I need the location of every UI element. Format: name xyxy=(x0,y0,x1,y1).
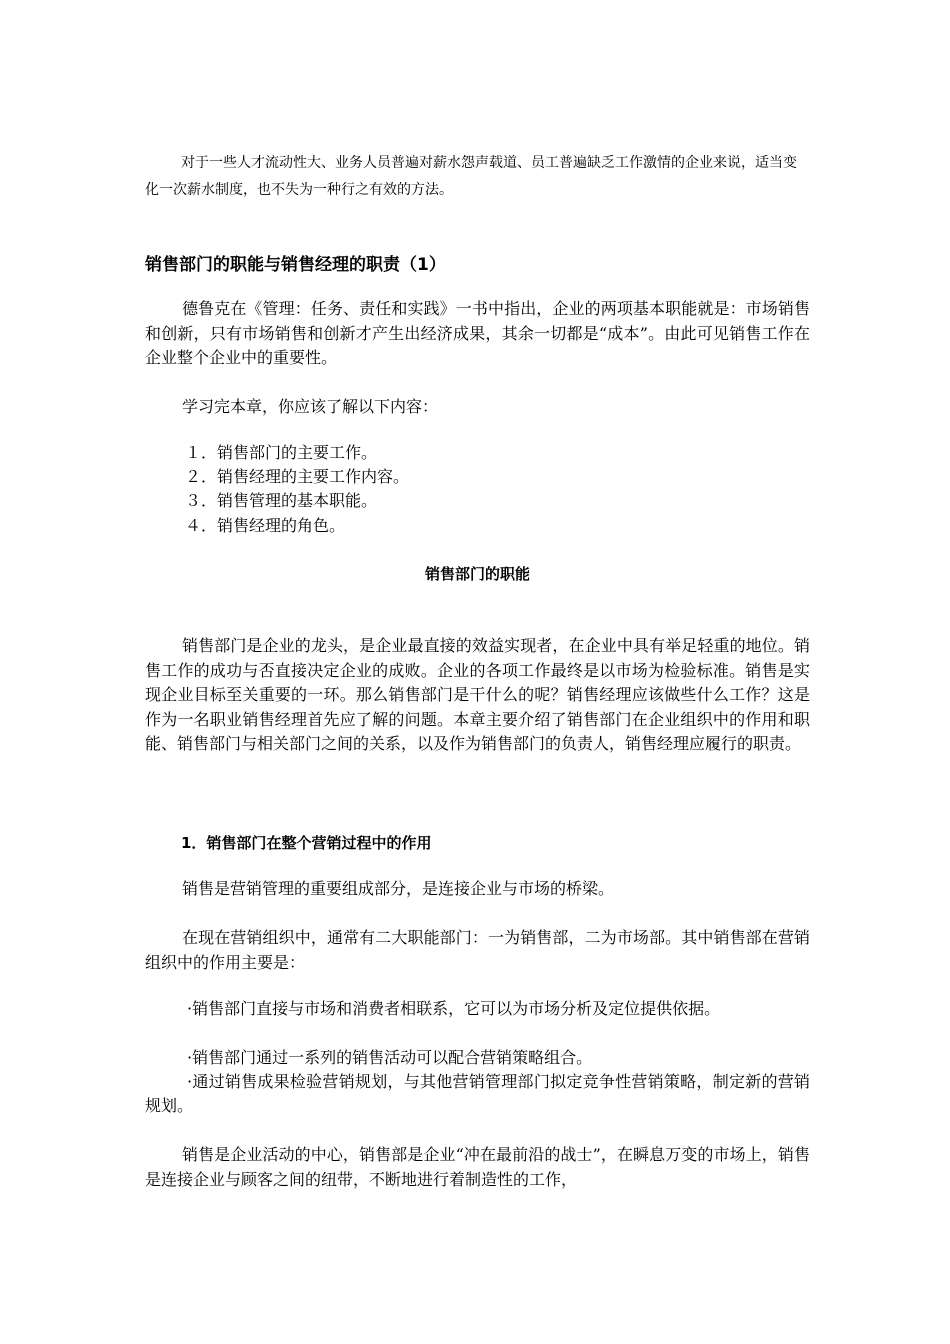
learning-item: ３．销售管理的基本职能。 xyxy=(185,491,378,510)
role-bullet: ·销售部门通过一系列的销售活动可以配合营销策略组合。 xyxy=(187,1048,593,1067)
function-paragraph: 销售部门是企业的龙头，是企业最直接的效益实现者，在企业中具有举足轻重的地位。销售工作的成功与否直接决定企业的成败。企业的各项工作最终是以市场为检验标准。销售是实现企业目标至关重要的一环。那么销售部门是干什么的呢？销售经理应该做些什么工作？这是作为一名职业销售经理首先应了解的问题。本章主要介绍了销售部门在企业组织中的作用和职能、销售部门与相关部门之间的关系，以及作为销售部门的负责人，销售经理应履行的职责。 xyxy=(145,636,810,753)
section-title: 销售部门的职能与销售经理的职责（1） xyxy=(145,255,446,275)
intro-paragraph: 对于一些人才流动性大、业务人员普遍对薪水怨声载道、员工普遍缺乏工作激情的企业来说，适当变化一次薪水制度，也不失为一种行之有效的方法。 xyxy=(145,155,797,198)
heading-sales-role: 1．销售部门在整个营销过程中的作用 xyxy=(181,834,432,852)
role-bullet: ·通过销售成果检验营销规划，与其他营销管理部门拟定竞争性营销策略，制定新的营销规划。 xyxy=(145,1072,810,1115)
learning-item: ２．销售经理的主要工作内容。 xyxy=(185,467,410,486)
drucker-paragraph: 德鲁克在《管理：任务、责任和实践》一书中指出，企业的两项基本职能就是：市场销售和创新，只有市场销售和创新才产生出经济成果，其余一切都是“成本”。由此可见销售工作在企业整个企业中的重要性。 xyxy=(145,299,810,367)
final-paragraph: 销售是企业活动的中心，销售部是企业“冲在最前沿的战士”，在瞬息万变的市场上，销售是连接企业与顾客之间的纽带，不断地进行着制造性的工作， xyxy=(145,1145,810,1189)
role-bullet: ·销售部门直接与市场和消费者相联系，它可以为市场分析及定位提供依据。 xyxy=(187,999,721,1018)
org-paragraph: 在现在营销组织中，通常有二大职能部门：一为销售部，二为市场部。其中销售部在营销组织中的作用主要是： xyxy=(145,928,810,972)
bridge-paragraph: 销售是营销管理的重要组成部分，是连接企业与市场的桥梁。 xyxy=(182,879,615,898)
learning-item: ４．销售经理的角色。 xyxy=(185,516,346,535)
learning-item: １．销售部门的主要工作。 xyxy=(185,443,378,462)
subsection-title: 销售部门的职能 xyxy=(424,565,530,583)
learning-intro: 学习完本章，你应该了解以下内容： xyxy=(182,397,439,416)
